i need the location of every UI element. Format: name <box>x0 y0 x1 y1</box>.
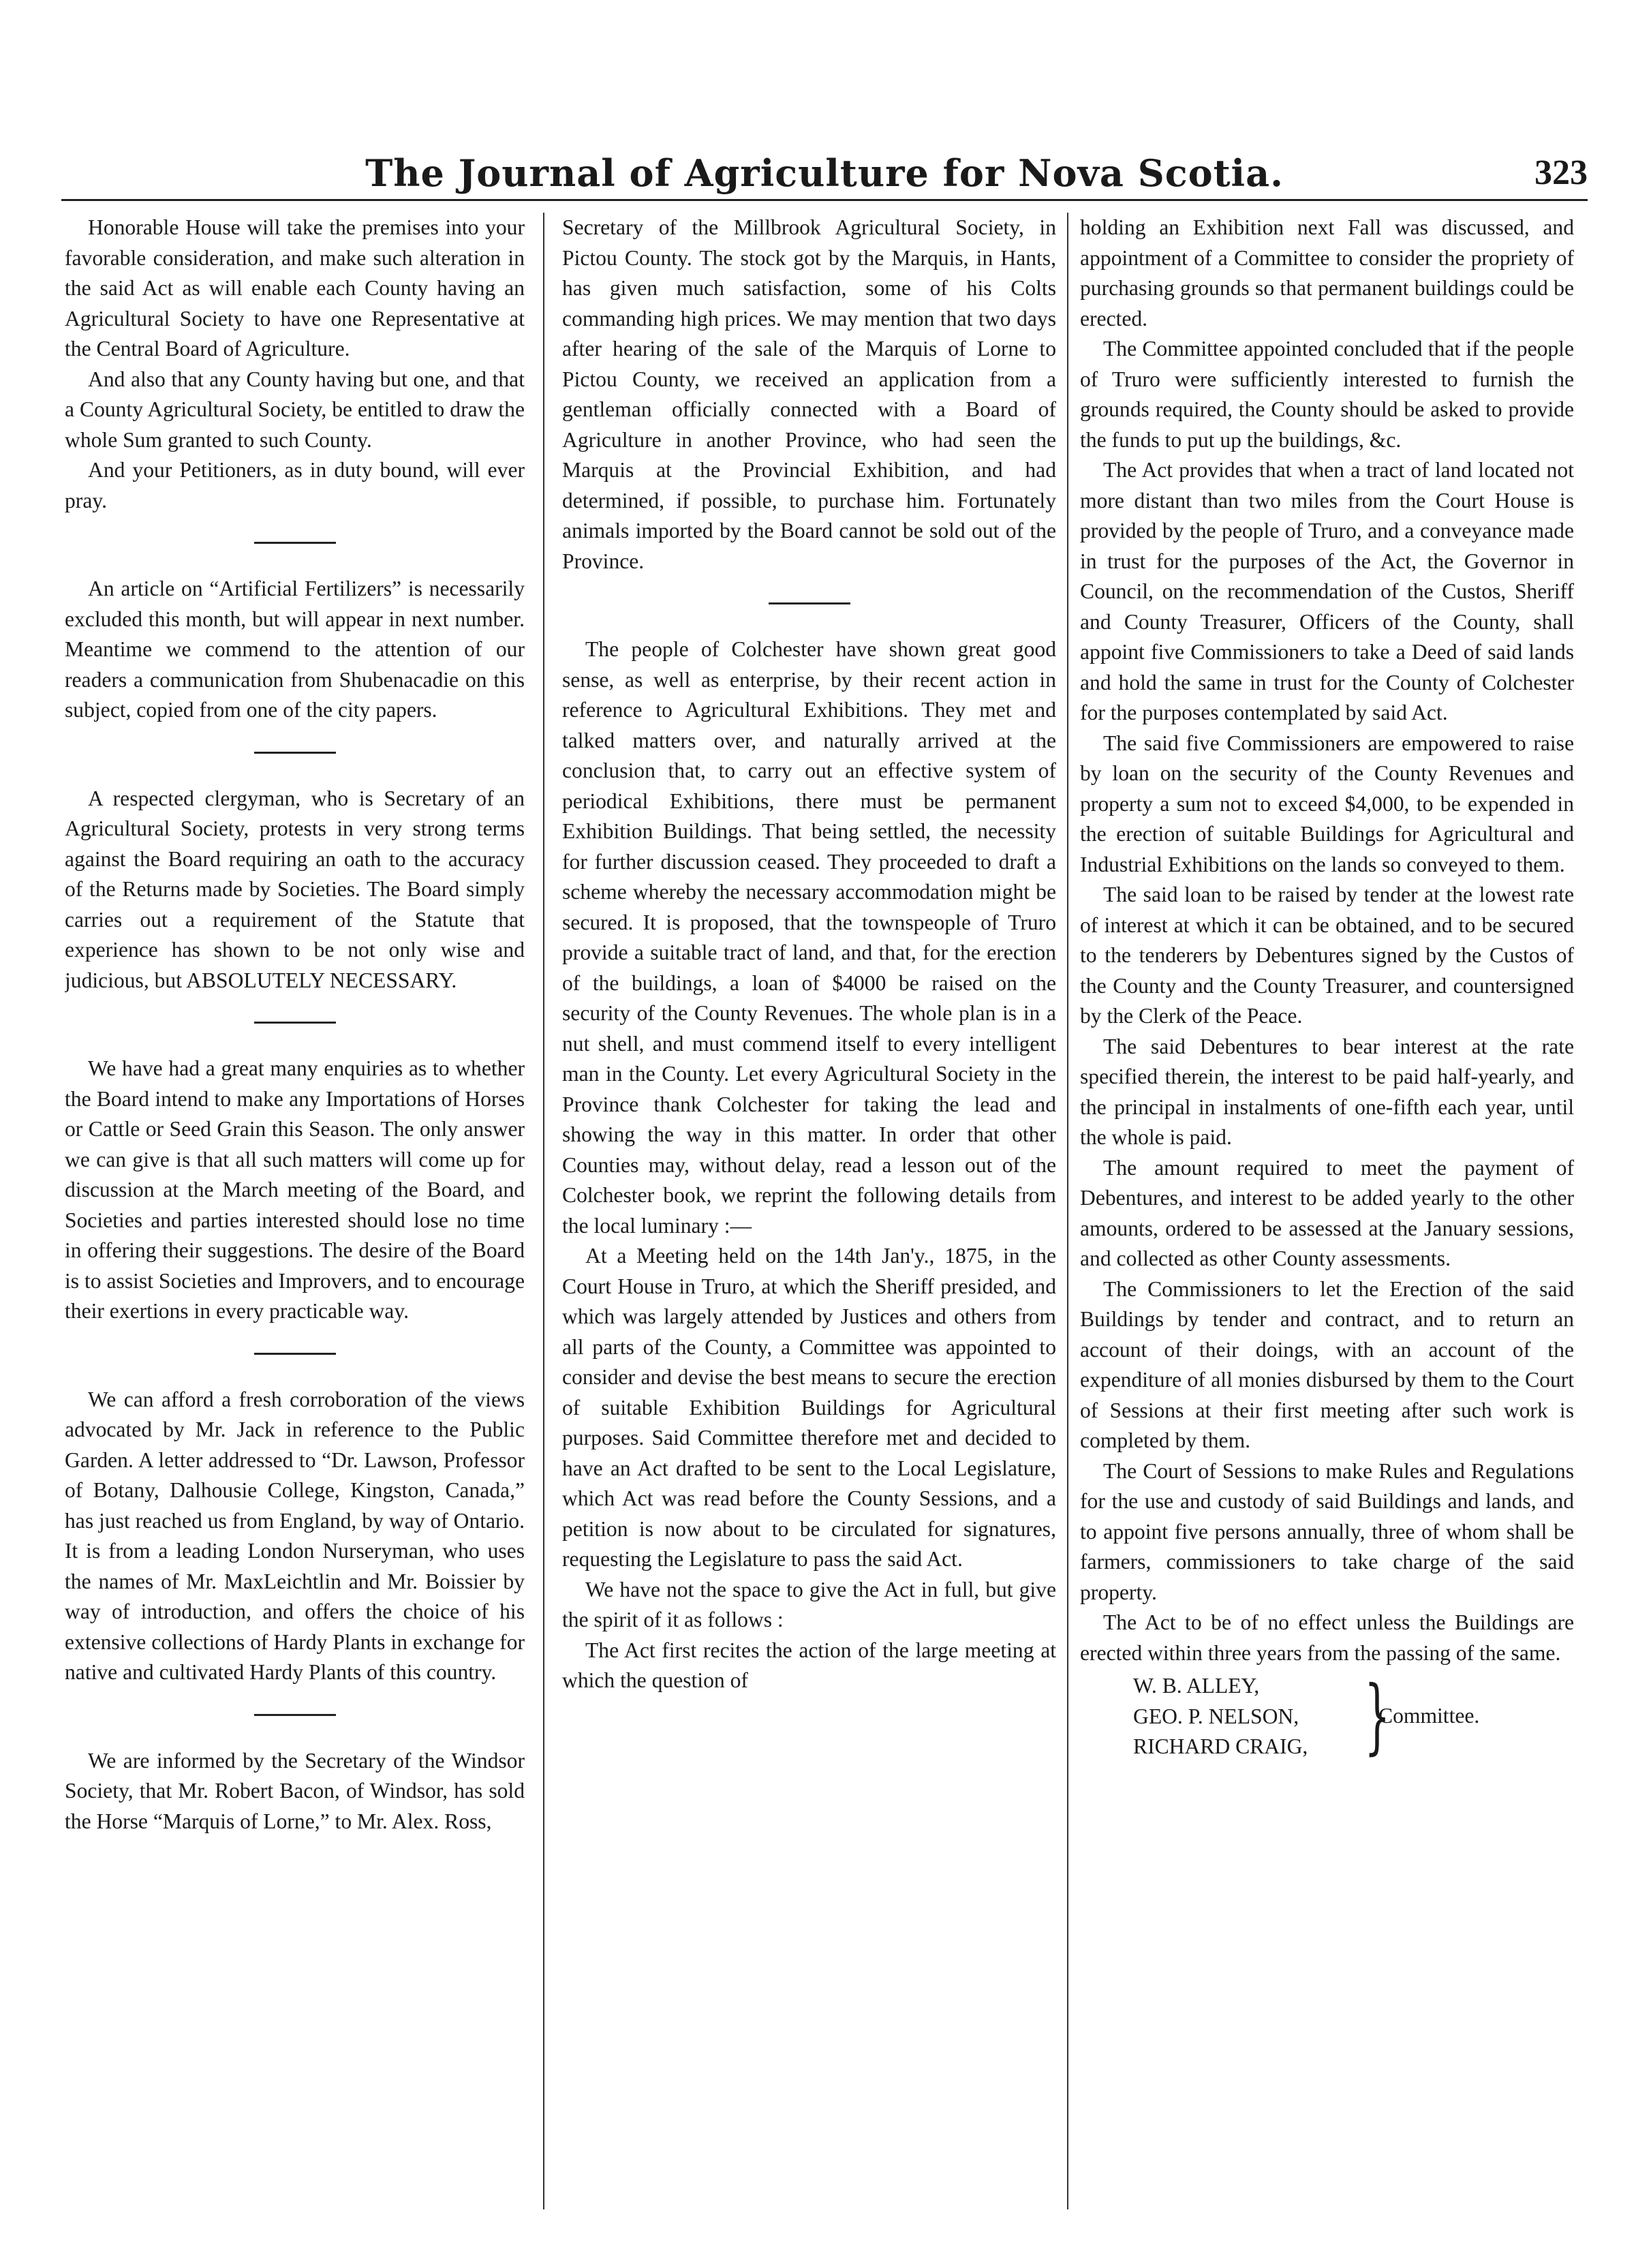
paragraph: The said five Commissioners are empowered to raise by loan on the security of the County Revenues and property a sum not to exceed $4,000, to be expended in the erection of suitable Buildings for Agricultural and Industrial Exhibitions on the lands so conveyed to them. <box>1080 731 1574 876</box>
paragraph: The amount required to meet the payment of Debentures, and interest to be added yearly to the other amounts, ordered to be assessed at the January sessions, and collected as other County assessments. <box>1080 1155 1574 1270</box>
paragraph: The said Debentures to bear interest at the rate specified therein, the interest to be paid half-yearly, and the principal in instalments of one-fifth each year, until the whole is paid. <box>1080 1034 1574 1149</box>
signature-name: RICHARD CRAIG, <box>1133 1734 1308 1758</box>
committee-label: Committee. <box>1378 1704 1480 1728</box>
column-divider <box>1067 213 1068 2209</box>
column-divider <box>543 213 544 2209</box>
paragraph: Secretary of the Millbrook Agricultural Society, in Pictou County. The stock got by the Marquis, in Hants, has given much satisfaction, some of his Colts commanding high prices. We may mention that two days after hearing of the sale of the Marquis of Lorne to Pictou County, we received an application from a gentleman officially connected with a Board of Agriculture in another Province, who had seen the Marquis at the Provincial Exhibition, and had determined, if possible, to purchase him. Fortunately animals imported by the Board cannot be sold out of the Province. <box>562 215 1056 573</box>
paragraph: The people of Colchester have shown great good sense, as well as enterprise, by their recent action in reference to Agricultural Exhibitions. They met and talked matters over, and naturally arrived at the conclusion that, to carry out an effective system of periodical Exhibitions, there must be permanent Exhibition Buildings. That being settled, the necessity for further discussion ceased. They proceeded to draft a scheme whereby the necessary accommodation might be secured. It is proposed, that the townspeople of Truro provide a suitable tract of land, and that, for the erection of the buildings, a loan of $4000 be raised on the security of the County Revenues. The whole plan is in a nut shell, and must commend itself to every intelligent man in the County. Let every Agricultural Society in the Province thank Colchester for taking the lead and showing the way in this matter. In order that other Counties may, without delay, read a lesson out of the Colchester book, we reprint the following details from the local luminary :— <box>562 637 1056 1238</box>
paragraph: We are informed by the Secretary of the Windsor Society, that Mr. Robert Bacon, of Windsor, has sold the Horse “Marquis of Lorne,” to Mr. Alex. Ross, <box>65 1748 525 1833</box>
section-rule <box>254 542 336 544</box>
column-left <box>65 213 525 2203</box>
section-rule <box>769 602 850 604</box>
section-rule <box>254 1353 336 1355</box>
page-number: 323 <box>1534 153 1588 192</box>
paragraph: holding an Exhibition next Fall was discussed, and appointment of a Committee to consider the propriety of purchasing grounds so that permanent buildings could be erected. <box>1080 215 1574 331</box>
paragraph: An article on “Artificial Fertilizers” is necessarily excluded this month, but will appear in next number. Meantime we commend to the attention of our readers a communication from Shubenacadie on this subject, copied from one of the city papers. <box>65 577 525 722</box>
section-rule <box>254 1022 336 1024</box>
paragraph: We can afford a fresh corroboration of the views advocated by Mr. Jack in reference to the Public Garden. A letter addressed to “Dr. Lawson, Professor of Botany, Dalhousie College, Kingston, Canada,” has just reached us from England, by way of Ontario. It is from a leading London Nurseryman, who uses the names of Mr. MaxLeichtlin and Mr. Boissier by way of introduction, and offers the choice of his extensive collections of Hardy Plants in exchange for native and cultivated Hardy Plants of this country. <box>65 1387 525 1684</box>
paragraph: The Committee appointed concluded that if the people of Truro were sufficiently interested to furnish the grounds required, the County should be asked to provide the funds to put up the buildings, &c. <box>1080 337 1574 452</box>
section-rule <box>254 1714 336 1716</box>
paragraph: The Act to be of no effect unless the Buildings are erected within three years from the passing of the same. <box>1080 1610 1574 1665</box>
paragraph: The Court of Sessions to make Rules and Regulations for the use and custody of said Buildings and lands, and to appoint five persons annually, three of whom shall be farmers, commissioners to take charge of the said property. <box>1080 1458 1574 1604</box>
brace-glyph: } <box>1364 1669 1391 1764</box>
column-middle <box>562 213 1056 2203</box>
signature-name: W. B. ALLEY, <box>1133 1674 1260 1698</box>
paragraph: The Commissioners to let the Erection of the said Buildings by tender and contract, and to return an account of their doings, with an account of the expenditure of all monies disbursed by them to the Court of Sessions at their first meeting after such work is completed by them. <box>1080 1276 1574 1452</box>
paragraph: Honorable House will take the premises into your favorable consideration, and make such alteration in the said Act as will enable each County having an Agricultural Society to have one Representative at the Central Board of Agriculture. <box>65 215 525 361</box>
committee-signatures <box>1133 1671 1574 1762</box>
paragraph: The Act provides that when a tract of land located not more distant than two miles from the Court House is provided by the people of Truro, and a conveyance made in trust for the purposes of the Act, the Governor in Council, on the recommendation of the Custos, Sheriff and County Treasurer, Officers of the County, shall appoint five Commissioners to take a Deed of said lands and hold the same in trust for the County of Colchester for the purposes contemplated by said Act. <box>1080 458 1574 724</box>
paragraph: A respected clergyman, who is Secretary of an Agricultural Society, protests in very strong terms against the Board requiring an oath to the accuracy of the Returns made by Societies. The Board simply carries out a requirement of the Statute that experience has shown to be not only wise and judicious, but ABSOLUTELY NECESSARY. <box>65 786 525 992</box>
paragraph: We have had a great many enquiries as to whether the Board intend to make any Importations of Horses or Cattle or Seed Grain this Season. The only answer we can give is that all such matters will come up for discussion at the March meeting of the Board, and Societies and parties interested should lose no time in offering their suggestions. The desire of the Board is to assist Societies and Improvers, and to encourage their exertions in every practicable way. <box>65 1056 525 1323</box>
paragraph: We have not the space to give the Act in full, but give the spirit of it as follows : <box>562 1577 1056 1631</box>
section-rule <box>254 752 336 754</box>
paragraph: And your Petitioners, as in duty bound, will ever pray. <box>65 458 525 512</box>
paragraph: And also that any County having but one, and that a County Agricultural Society, be entitled to draw the whole Sum granted to such County. <box>65 367 525 452</box>
signature-name: GEO. P. NELSON, <box>1133 1704 1299 1728</box>
journal-title: The Journal of Agriculture for Nova Scotia. <box>365 151 1284 195</box>
running-header <box>61 151 1588 201</box>
paragraph: The Act first recites the action of the large meeting at which the question of <box>562 1638 1056 1692</box>
column-right <box>1080 213 1574 2203</box>
paragraph: At a Meeting held on the 14th Jan'y., 1875, in the Court House in Truro, at which the Sheriff presided, and which was largely attended by Justices and others from all parts of the County, a Committee was appointed to consider and devise the best means to secure the erection of suitable Exhibition Buildings for Agricultural purposes. Said Committee therefore met and decided to have an Act drafted to be sent to the Local Legislature, which Act was read before the County Sessions, and a petition is now about to be circulated for signatures, requesting the Legislature to pass the said Act. <box>562 1244 1056 1571</box>
paragraph: The said loan to be raised by tender at the lowest rate of interest at which it can be obtained, and to be secured to the tenderers by Debentures signed by the Custos of the County and the County Treasurer, and countersigned by the Clerk of the Peace. <box>1080 883 1574 1028</box>
